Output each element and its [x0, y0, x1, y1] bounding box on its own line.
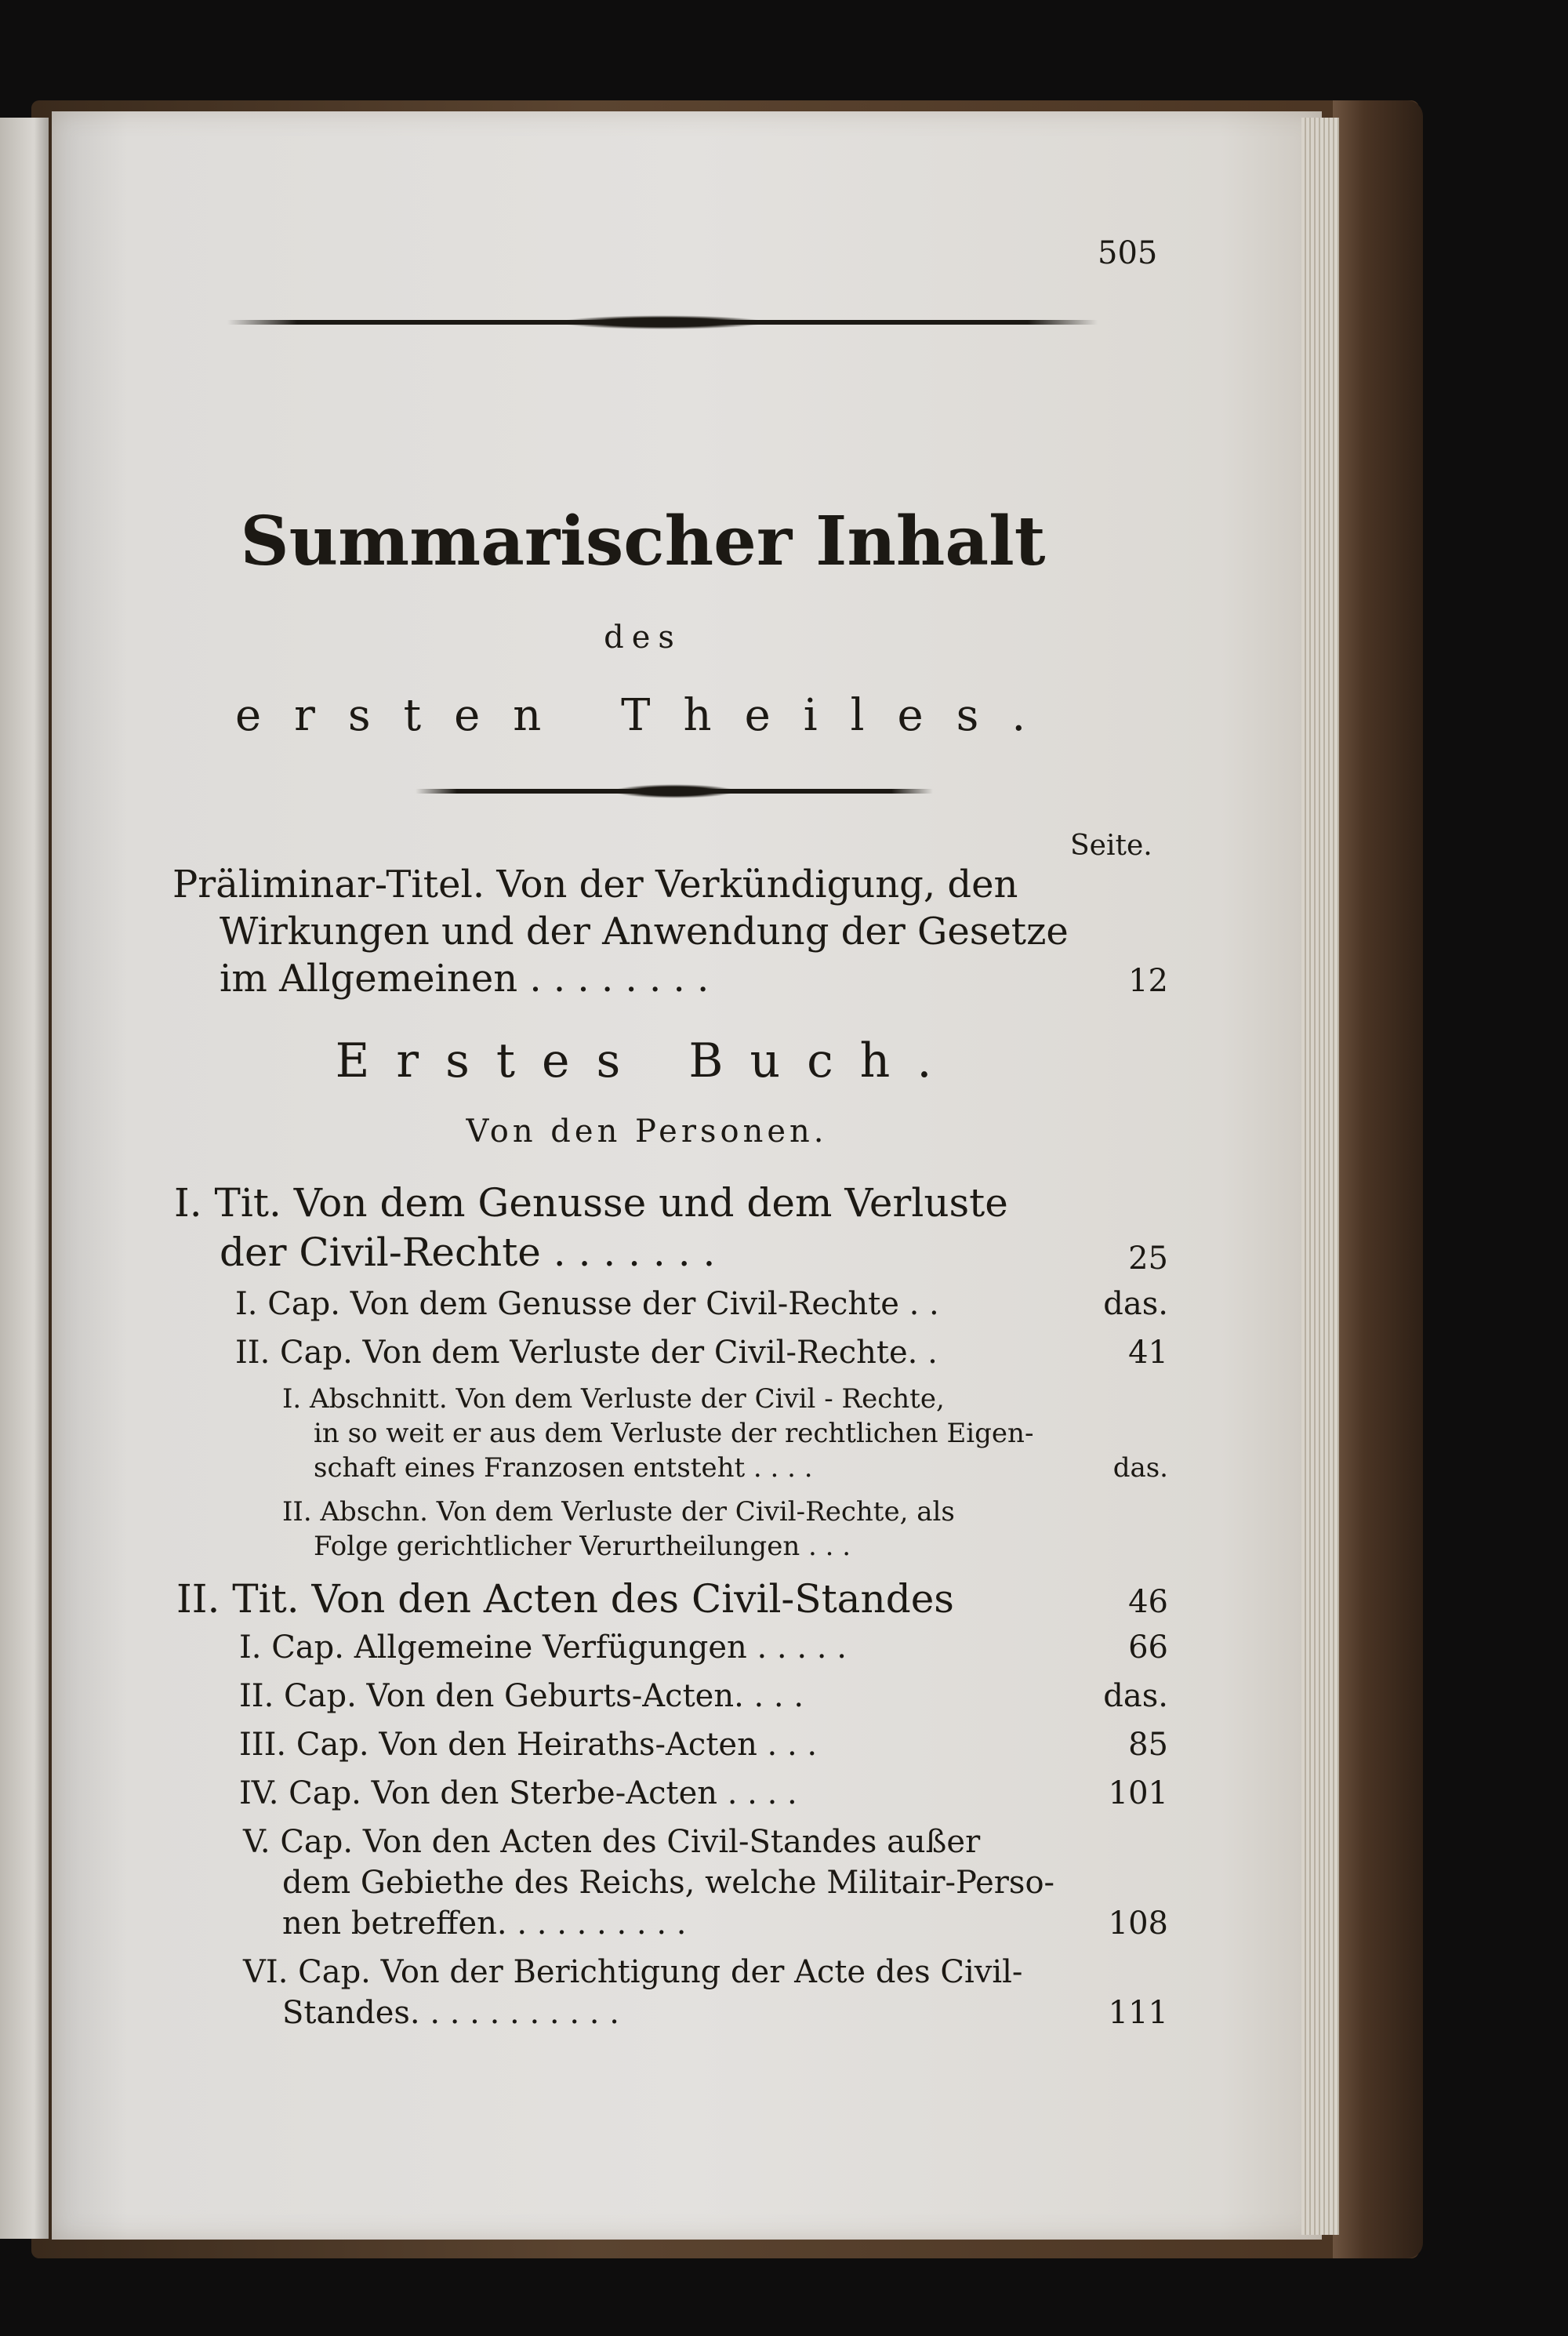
toc-entry-cap-3: I. Cap. Allgemeine Verfügungen . . . . .: [239, 1629, 847, 1666]
toc-entry-cap-1: I. Cap. Von dem Genusse der Civil-Rechte . .: [235, 1286, 939, 1322]
toc-entry-title-1-line-2: der Civil-Rechte . . . . . . .: [220, 1230, 716, 1275]
praeliminar-line-2: Wirkungen und der Anwendung der Gesetze: [220, 910, 1069, 954]
toc-entry-cap-4: II. Cap. Von den Geburts-Acten. . . .: [239, 1678, 804, 1714]
page-number: 505: [1098, 235, 1158, 271]
toc-entry-abschnitt-1-line-3: schaft eines Franzosen entsteht . . . .: [314, 1452, 813, 1484]
toc-entry-cap-7-page: 108: [1108, 1905, 1168, 1942]
toc-entry-cap-7-line-3: nen betreffen. . . . . . . . . .: [282, 1905, 687, 1942]
toc-entry-cap-7-line-2: dem Gebiethe des Reichs, welche Militair-Perso-: [282, 1865, 1055, 1901]
toc-entry-cap-7-line-1: V. Cap. Von den Acten des Civil-Standes außer: [243, 1824, 981, 1860]
toc-entry-abschnitt-1-line-1: I. Abschnitt. Von dem Verluste der Civil - Rechte,: [282, 1383, 945, 1415]
toc-entry-title-1-line-1: I. Tit. Von dem Genusse und dem Verluste: [174, 1180, 1008, 1226]
toc-entry-title-1-page: 25: [1128, 1241, 1168, 1277]
toc-entry-cap-2-page: 41: [1128, 1335, 1168, 1371]
title-theil: ersten Theiles.: [235, 690, 1059, 741]
toc-entry-cap-6: IV. Cap. Von den Sterbe-Acten . . . .: [239, 1775, 797, 1811]
praeliminar-page: 12: [1128, 963, 1168, 999]
toc-entry-cap-5: III. Cap. Von den Heiraths-Acten . . .: [239, 1727, 818, 1763]
title-des: des: [604, 619, 682, 656]
toc-entry-abschnitt-1-page: das.: [1112, 1452, 1168, 1484]
toc-entry-title-2: II. Tit. Von den Acten des Civil-Standes: [176, 1576, 954, 1622]
toc-entry-cap-8-line-1: VI. Cap. Von der Berichtigung der Acte des Civil-: [243, 1954, 1023, 1990]
toc-entry-cap-6-page: 101: [1108, 1775, 1168, 1811]
praeliminar-line-3: im Allgemeinen . . . . . . . .: [220, 957, 710, 1001]
toc-entry-abschnitt-2-line-2: Folge gerichtlicher Verurtheilungen . . .: [314, 1531, 851, 1562]
page-title: Summarischer Inhalt: [240, 502, 1046, 581]
toc-entry-cap-5-page: 85: [1128, 1727, 1168, 1763]
toc-entry-abschnitt-1-line-2: in so weit er aus dem Verluste der rechtlichen Eigen-: [314, 1418, 1034, 1449]
praeliminar-line-1: Präliminar-Titel. Von der Verkündigung, den: [172, 863, 1018, 906]
toc-entry-abschnitt-2-line-1: II. Abschn. Von dem Verluste der Civil-Rechte, als: [282, 1496, 955, 1528]
mid-ornamental-rule: [416, 789, 933, 794]
toc-entry-title-2-page: 46: [1128, 1584, 1168, 1620]
toc-entry-cap-8-line-2: Standes. . . . . . . . . . .: [282, 1995, 619, 2031]
page-stack-edge: [1301, 118, 1339, 2235]
toc-entry-cap-4-page: das.: [1103, 1678, 1168, 1714]
left-page-edge: [0, 118, 49, 2239]
toc-entry-cap-2: II. Cap. Von dem Verluste der Civil-Rechte. .: [235, 1335, 938, 1371]
book-spine-edge: [1333, 100, 1423, 2258]
toc-entry-cap-1-page: das.: [1103, 1286, 1168, 1322]
book-subheading: Von den Personen.: [466, 1114, 828, 1150]
top-ornamental-rule: [227, 320, 1098, 325]
seite-label: Seite.: [1070, 830, 1152, 862]
toc-entry-cap-8-page: 111: [1108, 1995, 1168, 2031]
toc-entry-cap-3-page: 66: [1128, 1629, 1168, 1666]
book-heading: Erstes Buch.: [335, 1034, 959, 1088]
